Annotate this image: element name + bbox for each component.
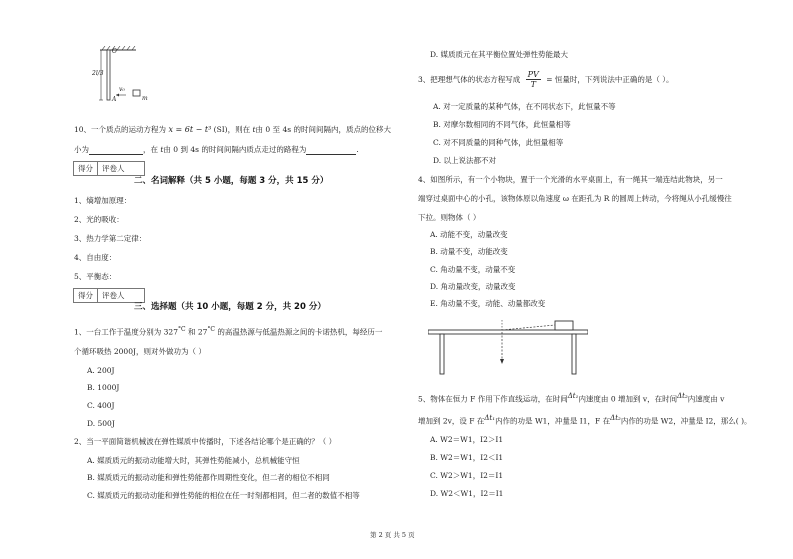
- q5-text-f: 内作的功是 W2，冲量是 I2，那么( )。: [620, 416, 752, 426]
- q5-text-e: 内作的功是 W1，冲量是 I1，F 在: [495, 416, 611, 426]
- q5-text-a: 5、物体在恒力 F 作用下作直线运动，在时间: [418, 394, 568, 404]
- term-5: 5、平衡态：: [74, 272, 117, 281]
- question-2: 2、当一平面简谐机械波在弹性媒质中传播时，下述各结论哪个是正确的？（ ）: [74, 437, 337, 446]
- q2-option-d[interactable]: D. 媒质质元在其平衡位置处弹性势能最大: [430, 50, 569, 59]
- q4-option-b[interactable]: B. 动量不变，动能改变: [430, 247, 508, 256]
- q10-t-symbol: t: [252, 125, 256, 134]
- question-1: [74, 326, 382, 338]
- q2-option-a[interactable]: A. 媒质质元的振动动能增大时，其弹性势能减小，总机械能守恒: [87, 456, 300, 465]
- q10-text-d: 小为: [74, 145, 89, 154]
- q3-option-c[interactable]: C. 对不同质量的同种气体，此恒量相等: [433, 138, 564, 147]
- term-2: 2、光的吸收：: [74, 215, 124, 224]
- q3-text-a: 3、把理想气体的状态方程写成: [418, 75, 521, 84]
- answer-blank-2[interactable]: [306, 154, 356, 155]
- score-label-2: 得分: [74, 289, 98, 302]
- reviewer-label-2: 评卷人: [102, 291, 125, 300]
- q5-option-b[interactable]: B. W2＝W1，I2＜I1: [430, 453, 504, 462]
- section-3-title: 三、选择题（共 10 小题，每题 2 分，共 20 分）: [134, 302, 326, 312]
- q4-line-2: 端穿过桌面中心的小孔，该物体原以角速度 ω 在距孔为 R 的圆周上转动，今将绳从小孔缓慢往: [418, 194, 732, 203]
- q1-option-b[interactable]: B. 1000J: [87, 383, 120, 392]
- question-10-line2: 小为 ，在 t由 0 到 4s 的时间间隔内质点走过的路程为 .: [74, 145, 359, 154]
- question-3: [418, 70, 674, 89]
- pv-over-t-fraction: [526, 70, 541, 89]
- figure-label-h: 2l/3: [92, 70, 104, 77]
- table-figure: [428, 318, 588, 378]
- q1-option-a[interactable]: A. 200J: [87, 366, 115, 375]
- q4-option-a[interactable]: A. 动能不变，动量改变: [430, 230, 508, 239]
- q5-option-a[interactable]: A. W2＝W1，I2＞I1: [430, 435, 504, 444]
- q1-line2: 个循环吸热 2000J，则对外做功为（ ）: [74, 347, 206, 356]
- dt1-symbol: Δt₁: [567, 392, 579, 400]
- q10-text-c: 由 0 至 4s 的时间间隔内，质点的位移大: [255, 125, 391, 134]
- q2-option-c[interactable]: C. 媒质质元的振动动能和弹性势能的相位在任一时刻都相同，但二者的数值不相等: [87, 491, 360, 500]
- reviewer-label: 评卷人: [102, 164, 125, 173]
- q3-option-b[interactable]: B. 对摩尔数相同的不同气体，此恒量相等: [433, 120, 571, 129]
- q2-option-b[interactable]: B. 媒质质元的振动动能和弹性势能都作周期性变化，但二者的相位不相同: [87, 473, 330, 482]
- q5-option-d[interactable]: D. W2＜W1，I2＝I1: [430, 489, 504, 498]
- score-label: 得分: [74, 162, 98, 175]
- dt2-symbol: Δt₂: [677, 392, 688, 400]
- figure-label-a: A: [112, 96, 117, 103]
- q10-text-f: 由 0 到 4s 的时间间隔内质点走过的路程为: [163, 145, 307, 154]
- q5-option-c[interactable]: C. W2＞W1，I2＝I1: [430, 471, 504, 480]
- q4-option-d[interactable]: D. 角动量改变，动量改变: [430, 282, 516, 291]
- q5-text-b: 内速度由 0 增加到 v，在时间: [578, 394, 678, 404]
- term-3: 3、热力学第二定律：: [74, 234, 147, 243]
- q10-text-e: ，在: [143, 145, 158, 154]
- q10-text-a: 10、一个质点的运动方程为: [74, 125, 167, 134]
- fraction-numerator: PV: [527, 70, 539, 79]
- question-5: [418, 392, 724, 405]
- q1-text-a: 1、一台工作于温度分别为 327: [74, 327, 178, 337]
- q3-option-a[interactable]: A. 对一定质量的某种气体，在不同状态下，此恒量不等: [433, 102, 616, 111]
- figure-label-m: m: [142, 95, 148, 102]
- term-4: 4、自由度：: [74, 253, 117, 262]
- q1-option-c[interactable]: C. 400J: [87, 401, 115, 410]
- term-1: 1、熵增加原理：: [74, 196, 132, 205]
- q3-option-d[interactable]: D. 以上说法都不对: [433, 156, 497, 165]
- q1-option-d[interactable]: D. 500J: [87, 419, 115, 428]
- dt1-symbol-2: Δt₁: [484, 414, 496, 422]
- question-10: [74, 124, 391, 135]
- q5-text-c: 内速度由 v: [687, 394, 725, 404]
- q5-text-d: 增加到 2v，设 F 在: [418, 416, 485, 426]
- fraction-denominator: T: [530, 80, 536, 89]
- q1-unit-1: °C: [177, 326, 186, 333]
- q1-unit-2: °C: [207, 326, 215, 333]
- q4-option-c[interactable]: C. 角动量不变，动量不变: [430, 265, 516, 274]
- question-5-line2: [418, 414, 752, 427]
- q10-text-b: (SI)，则在: [213, 125, 251, 134]
- q10-t-symbol-2: t: [160, 145, 164, 154]
- q4-option-e[interactable]: E. 角动量不变，动能、动量都改变: [430, 299, 546, 308]
- page-footer: 第 2 页 共 5 页: [370, 531, 415, 539]
- q1-text-b: 和 27: [187, 327, 208, 337]
- q4-line-1: 4、如图所示，有一个小物块，置于一个光滑的水平桌面上，有一绳其一端连结此物块，另一: [418, 175, 723, 184]
- figure-label-v: v₀: [119, 86, 125, 93]
- figure-label-o: O: [112, 48, 117, 55]
- q3-text-b: = 恒量时，下列说法中正确的是（ ）。: [546, 75, 674, 84]
- q1-text-c: 的高温热源与低温热源之间的卡诺热机，每经历一: [217, 327, 383, 337]
- answer-blank-1[interactable]: [89, 154, 143, 155]
- q10-equation: x = 6t − t³: [168, 125, 212, 134]
- pendulum-figure: [92, 46, 156, 106]
- q4-line-3: 下拉。则物体（ ）: [418, 213, 481, 222]
- dt2-symbol-2: Δt₂: [610, 414, 621, 422]
- section-2-title: 二、名词解释（共 5 小题，每题 3 分，共 15 分）: [134, 176, 329, 186]
